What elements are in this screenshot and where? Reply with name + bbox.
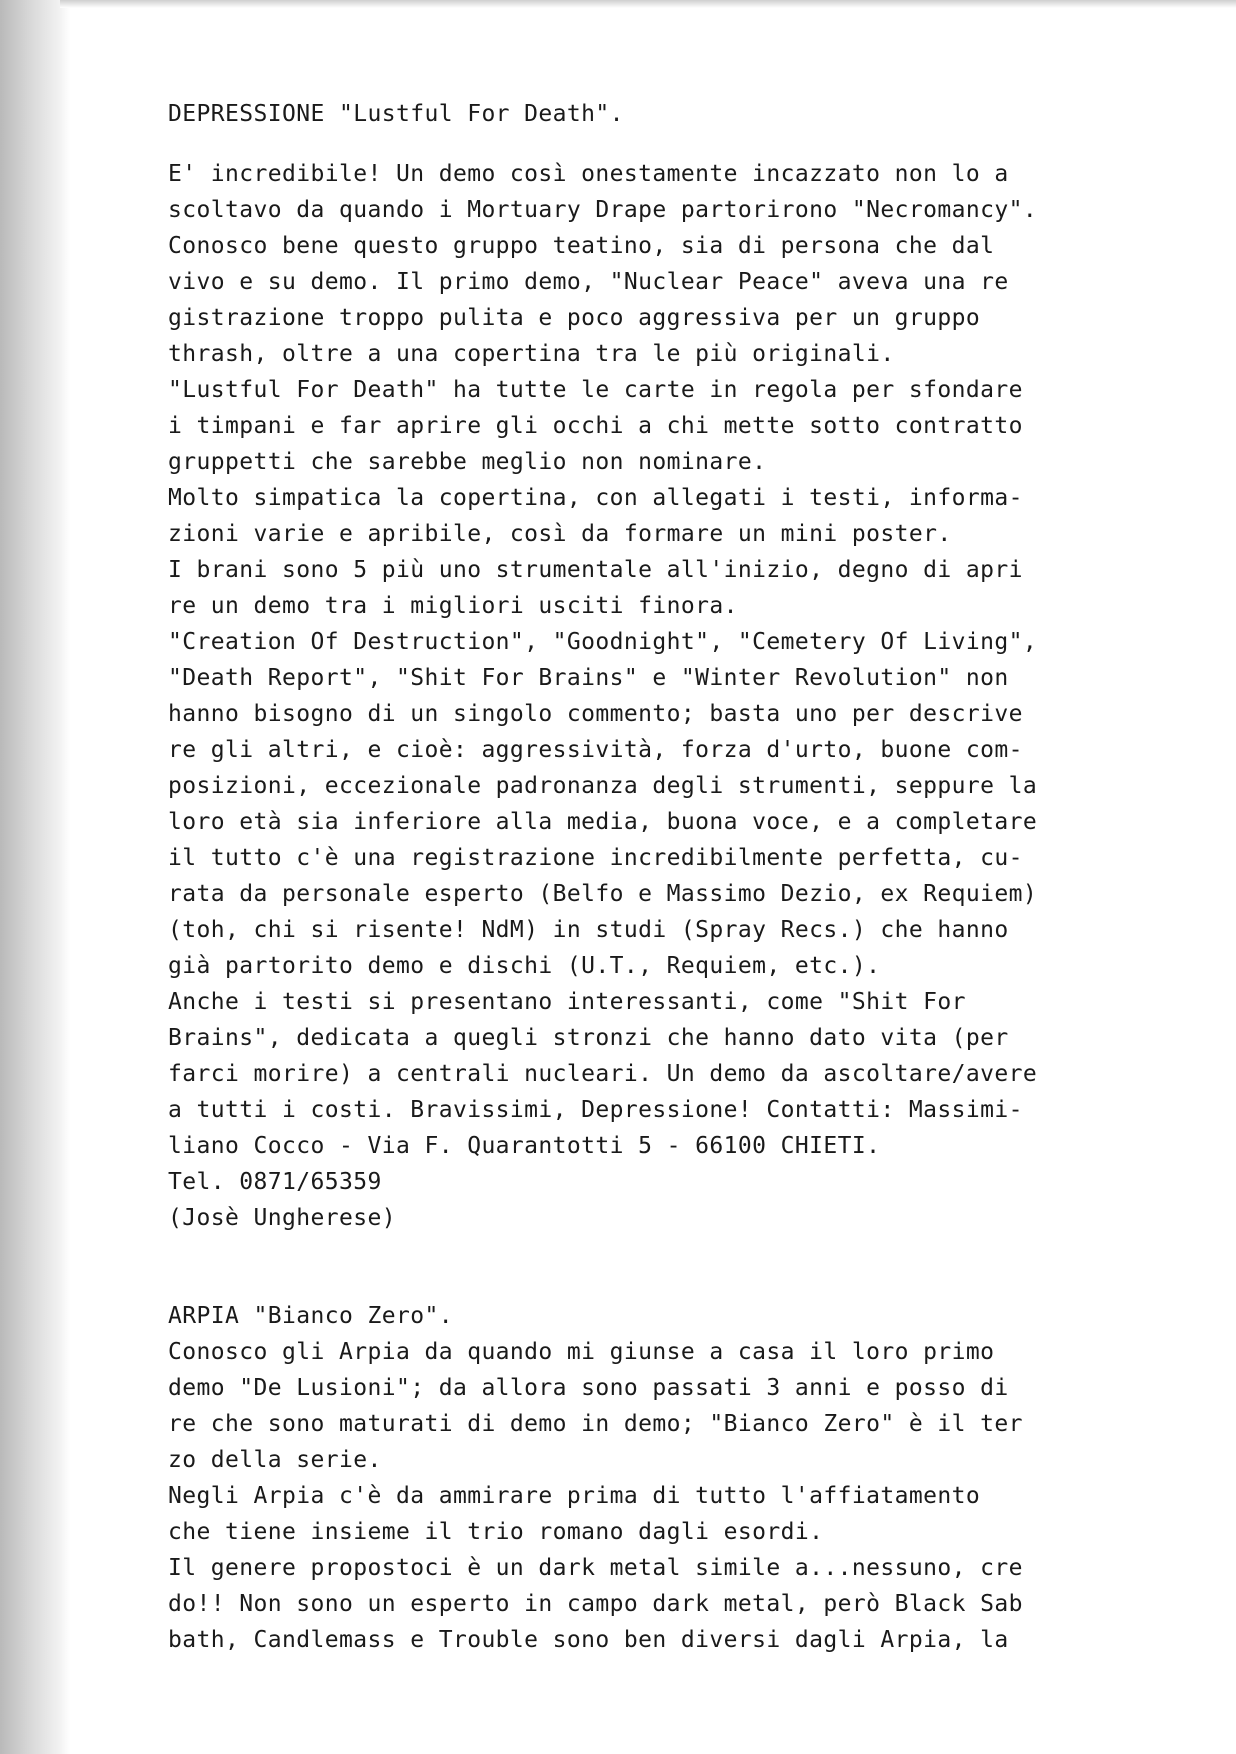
text-line: bath, Candlemass e Trouble sono ben diversi dagli Arpia, la (168, 1627, 1009, 1653)
text-line: Il genere propostoci è un dark metal simile a...nessuno, cre (168, 1555, 1023, 1581)
text-line: "Lustful For Death" ha tutte le carte in regola per sfondare (168, 377, 1023, 403)
text-line: che tiene insieme il trio romano dagli esordi. (168, 1519, 824, 1545)
text-line: già partorito demo e dischi (U.T., Requiem, etc.). (168, 953, 881, 979)
review-body-depressione (168, 156, 1168, 1236)
text-line: loro età sia inferiore alla media, buona voce, e a completare (168, 809, 1038, 835)
text-line: posizioni, eccezionale padronanza degli strumenti, seppure la (168, 773, 1038, 799)
text-line: demo "De Lusioni"; da allora sono passati 3 anni e posso di (168, 1375, 1009, 1401)
text-line: I brani sono 5 più uno strumentale all'inizio, degno di apri (168, 557, 1023, 583)
text-line: re gli altri, e cioè: aggressività, forza d'urto, buone com- (168, 737, 1023, 763)
text-line: "Creation Of Destruction", "Goodnight", "Cemetery Of Living", (168, 629, 1038, 655)
text-line: Anche i testi si presentano interessanti, come "Shit For (168, 989, 966, 1015)
scan-binding-shadow (0, 0, 70, 1754)
text-line: gistrazione troppo pulita e poco aggressiva per un gruppo (168, 305, 981, 331)
text-line: Conosco gli Arpia da quando mi giunse a casa il loro primo (168, 1339, 995, 1365)
text-line: Brains", dedicata a quegli stronzi che hanno dato vita (per (168, 1025, 1009, 1051)
review-author: (Josè Ungherese) (168, 1205, 396, 1231)
text-line: (toh, chi si risente! NdM) in studi (Spray Recs.) che hanno (168, 917, 1009, 943)
spacer (168, 1236, 1168, 1298)
review-title-depressione: DEPRESSIONE "Lustful For Death". (168, 101, 624, 127)
text-line: re un demo tra i migliori usciti finora. (168, 593, 738, 619)
text-line: a tutti i costi. Bravissimi, Depressione! Contatti: Massimi- (168, 1097, 1023, 1123)
text-line: "Death Report", "Shit For Brains" e "Winter Revolution" non (168, 665, 1009, 691)
text-line: re che sono maturati di demo in demo; "Bianco Zero" è il ter (168, 1411, 1023, 1437)
review-body-arpia (168, 1334, 1168, 1658)
text-line: farci morire) a centrali nucleari. Un demo da ascoltare/avere (168, 1061, 1038, 1087)
text-line: Negli Arpia c'è da ammirare prima di tutto l'affiatamento (168, 1483, 981, 1509)
text-line: zo della serie. (168, 1447, 382, 1473)
text-line: hanno bisogno di un singolo commento; basta uno per descrive (168, 701, 1023, 727)
text-line: Molto simpatica la copertina, con allegati i testi, informa- (168, 485, 1023, 511)
text-line: il tutto c'è una registrazione incredibilmente perfetta, cu- (168, 845, 1023, 871)
spacer (168, 132, 1168, 156)
text-line: zioni varie e apribile, così da formare un mini poster. (168, 521, 952, 547)
text-line: i timpani e far aprire gli occhi a chi mette sotto contratto (168, 413, 1023, 439)
text-line: E' incredibile! Un demo così onestamente incazzato non lo a (168, 161, 1009, 187)
text-line: scoltavo da quando i Mortuary Drape partorirono "Necromancy". (168, 197, 1038, 223)
text-line: liano Cocco - Via F. Quarantotti 5 - 66100 CHIETI. (168, 1133, 881, 1159)
text-line: vivo e su demo. Il primo demo, "Nuclear Peace" aveva una re (168, 269, 1009, 295)
text-line: rata da personale esperto (Belfo e Massimo Dezio, ex Requiem) (168, 881, 1038, 907)
text-line: gruppetti che sarebbe meglio non nominare. (168, 449, 767, 475)
scan-top-shadow (60, 0, 1236, 8)
text-line: Conosco bene questo gruppo teatino, sia di persona che dal (168, 233, 995, 259)
text-line: Tel. 0871/65359 (168, 1169, 382, 1195)
typewritten-page (168, 96, 1168, 1658)
text-line: do!! Non sono un esperto in campo dark metal, però Black Sab (168, 1591, 1023, 1617)
review-title-arpia: ARPIA "Bianco Zero". (168, 1303, 453, 1329)
text-line: thrash, oltre a una copertina tra le più originali. (168, 341, 895, 367)
